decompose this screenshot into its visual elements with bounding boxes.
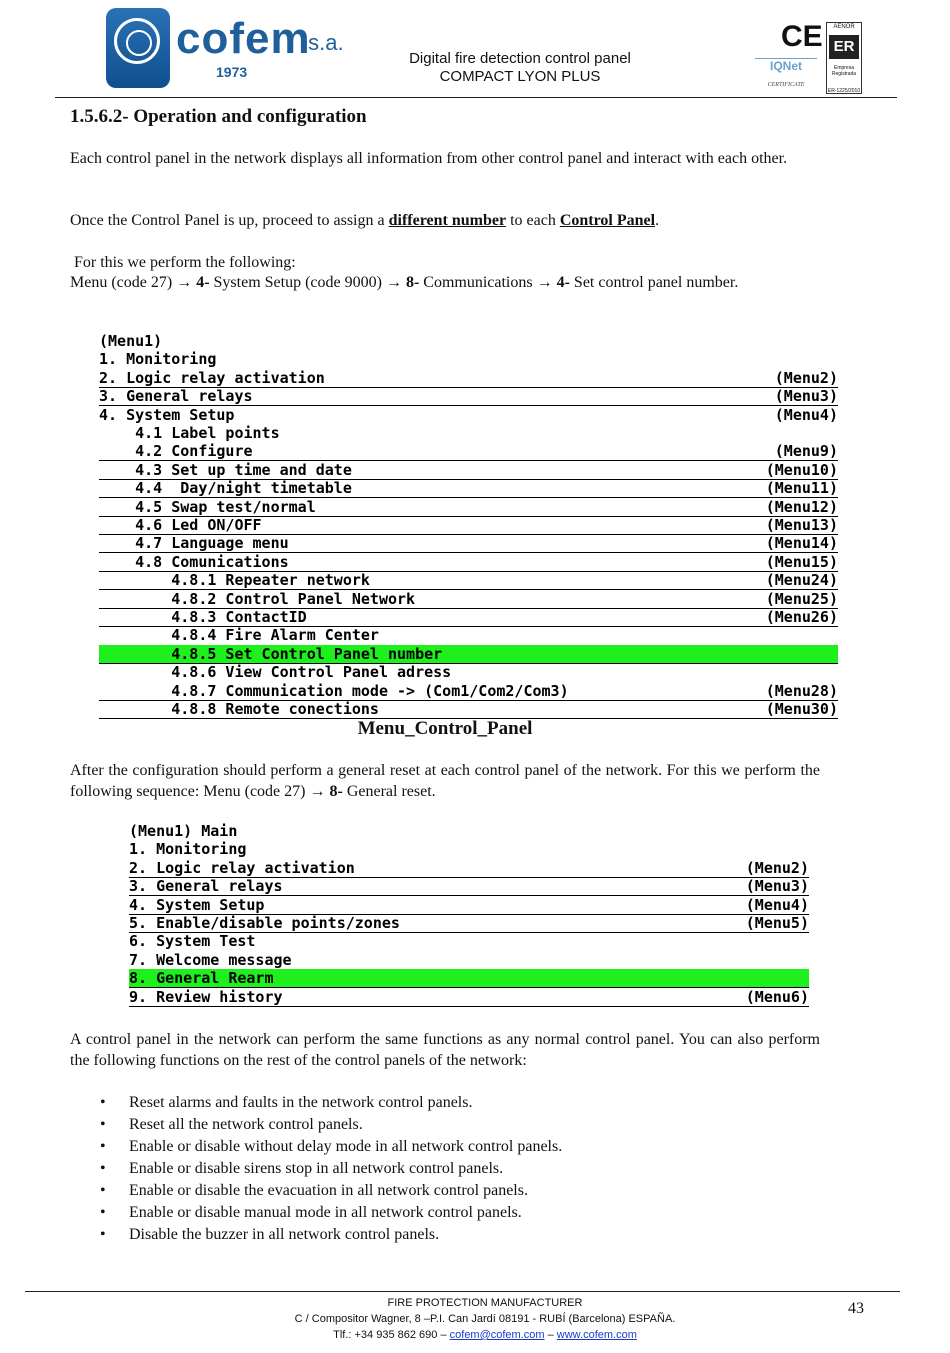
list-item: • Disable the buzzer in all network control panels. [100,1224,562,1246]
menu-item-label: 4.8.2 Control Panel Network [99,589,416,608]
menu-item-target: (Menu9) [774,442,838,461]
list-item: • Enable or disable sirens stop in all network control panels. [100,1158,562,1180]
menu-item[interactable] [99,553,838,572]
list-item: • Enable or disable the evacuation in all network control panels. [100,1180,562,1202]
menu-item-target: (Menu14) [765,534,838,553]
menu-caption: Menu_Control_Panel [357,718,533,739]
menu-item[interactable] [99,534,838,553]
footer-phone: Tlf.: +34 935 862 690 – [333,1329,450,1341]
cofem-logo [106,8,356,90]
menu-item-target: (Menu5) [745,914,809,932]
assign-text-1: Once the Control Panel is up, proceed to assign a [70,212,389,229]
header-title-line2: COMPACT LYON PLUS [439,68,601,85]
ce-mark-icon: CE [781,20,823,53]
footer-contact [200,1329,770,1341]
menu-item-target: (Menu3) [774,387,838,406]
menu-item[interactable] [99,590,838,609]
aenor-subtitle: Empresa Registrada [831,65,857,77]
footer-email-link[interactable]: cofem@cofem.com [449,1329,545,1341]
network-functions-list [100,1092,562,1246]
menu-item-target: (Menu15) [765,552,838,571]
menu-item-label: 4.6 Led ON/OFF [99,516,262,534]
menu-item-label: 4.4 Day/night timetable [99,479,352,498]
menu-item-label: 4.5 Swap test/normal [99,497,316,516]
menu-item[interactable] [129,859,809,878]
menu-item[interactable] [99,700,838,719]
footer-divider [25,1291,900,1292]
menu-item[interactable] [99,479,838,498]
assign-text-3: . [655,212,660,229]
iqnet-caption: CERTIFICATE [767,82,805,88]
aenor-seal [826,22,862,94]
menu-item-target: (Menu11) [765,479,838,498]
header-divider [55,97,897,98]
logo-emblem-icon [114,18,160,64]
path-step-8: 8- [405,274,420,291]
menu-item-target: (Menu25) [765,589,838,608]
menu-item[interactable] [99,369,838,388]
reset-text-2: General reset. [342,783,436,800]
menu-item-target: (Menu10) [765,460,838,479]
menu-item[interactable] [99,663,838,681]
menu-item[interactable] [99,626,838,644]
footer-web-link[interactable]: www.cofem.com [556,1329,637,1341]
menu-item[interactable] [99,682,838,701]
menu-item[interactable] [99,332,838,350]
menu-item[interactable] [129,877,809,896]
menu-item-label: 3. General relays [99,387,253,406]
path-step-4b: 4- [556,274,570,291]
menu-item-label: 2. Logic relay activation [129,858,355,877]
menu-item[interactable] [129,932,809,950]
steps-path [70,272,820,293]
logo-suffix: ,s.a. [302,30,344,55]
menu-item-target: (Menu3) [745,877,809,896]
header-title [380,50,660,86]
menu-item-label: 9. Review history [129,987,283,1006]
logo-word: cofem [176,14,311,63]
menu-item-label: 5. Enable/disable points/zones [129,914,400,932]
menu-item[interactable] [99,387,838,406]
menu-item[interactable] [129,951,809,969]
section-title: 1.5.6.2- Operation and configuration [70,106,367,127]
menu-item-label: 4.8 Comunications [99,552,289,571]
menu-item-label: 4.3 Set up time and date [99,460,352,479]
reset-paragraph [70,760,820,802]
menu-item-target: (Menu13) [765,516,838,534]
menu-item-target: (Menu4) [745,895,809,914]
menu-item-label: (Menu1) Main [129,822,238,840]
aenor-er-mark: ER [829,35,859,59]
steps-intro: For this we perform the following: [70,254,296,271]
menu-item-label: 4.8.4 Fire Alarm Center [99,626,379,645]
path-set-number: Set control panel number. [569,274,739,291]
menu-item[interactable] [129,840,809,858]
menu-item-label: 4.8.1 Repeater network [99,571,370,590]
menu-item-label: 4.8.5 Set Control Panel number [99,644,443,663]
menu-item-target: (Menu12) [765,497,838,516]
menu-item-label: 4. System Setup [129,895,265,914]
menu-item[interactable] [129,988,809,1007]
menu-item-label: 4.1 Label points [99,424,280,442]
reset-step-8: 8- [329,783,343,800]
menu-item-label: 7. Welcome message [129,950,292,969]
menu-item[interactable] [129,914,809,933]
menu-item-label: 4.8.6 View Control Panel adress [99,663,452,682]
menu-item[interactable] [99,442,838,461]
aenor-label: AENOR [833,24,855,30]
list-item: • Reset alarms and faults in the network control panels. [100,1092,562,1114]
menu-item-target: (Menu2) [745,858,809,877]
menu-item-label: 4.7 Language menu [99,534,289,553]
list-item: • Reset all the network control panels. [100,1114,562,1136]
menu-item-label: 8. General Rearm [129,969,274,988]
menu-item-label: 4.8.7 Communication mode -> (Com1/Com2/Com3) [99,681,569,700]
menu-item[interactable] [99,608,838,627]
menu-item-label: 3. General relays [129,877,283,896]
menu-item-label: 4. System Setup [99,405,235,424]
assign-paragraph [70,210,820,231]
menu-item-label: 4.2 Configure [99,442,253,461]
menu-item[interactable] [129,822,809,840]
menu-main-screen [129,822,809,1008]
menu-item-target: (Menu30) [765,700,838,718]
menu-item[interactable] [99,461,838,480]
path-communications: Communications → [419,274,557,291]
path-system-setup: System Setup (code 9000) → [209,274,406,291]
menu-item-target: (Menu4) [774,405,838,424]
logo-badge [106,8,170,88]
assign-text-2: to each [506,212,560,229]
menu-item-label: 1. Monitoring [99,350,217,369]
menu-item[interactable] [99,571,838,590]
page-number: 43 [848,1300,864,1317]
menu-item-label: 4.8.8 Remote conections [99,700,379,718]
menu-item-label: 1. Monitoring [129,840,247,859]
menu-item-target: (Menu26) [765,608,838,626]
footer-separator: – [544,1329,557,1341]
control-panel-emphasis: Control Panel [559,212,656,229]
menu-item-label: 6. System Test [129,932,256,951]
menu-control-panel-screen [99,332,838,720]
reset-text-1: After the configuration should perform a general reset at each control panel of the network. For this we perform the following sequence: Menu (code 27) → [70,762,820,800]
menu-item-target: (Menu24) [765,571,838,590]
menu-item[interactable] [99,516,838,535]
different-number-emphasis: different number [388,212,507,229]
header-title-line1: Digital fire detection control panel [409,50,631,67]
logo-year: 1973 [216,64,248,80]
menu-item-label: 2. Logic relay activation [99,368,325,387]
menu-item-target: (Menu6) [745,987,809,1006]
iqnet-logo: IQNet [755,58,817,73]
menu-item[interactable] [99,498,838,517]
menu-item-label: 4.8.3 ContactID [99,608,307,626]
menu-item[interactable] [99,645,838,664]
list-item: • Enable or disable manual mode in all network control panels. [100,1202,562,1224]
menu-item-target: (Menu2) [774,368,838,387]
list-item: • Enable or disable without delay mode in all network control panels. [100,1136,562,1158]
network-paragraph: A control panel in the network can perform the same functions as any normal control panel. You can also perform the following functions on the rest of the control panels of the network: [70,1031,820,1069]
menu-item[interactable] [129,969,809,988]
menu-item-label: (Menu1) [99,332,163,350]
footer-address: C / Compositor Wagner, 8 –P.I. Can Jardí 08191 - RUBÍ (Barcelona) ESPAÑA. [294,1313,676,1325]
menu-item[interactable] [99,406,838,424]
path-step-4: 4- [196,274,210,291]
menu-item-target: (Menu28) [765,681,838,700]
path-menu: Menu (code 27) → [70,274,197,291]
menu-item[interactable] [129,896,809,915]
intro-paragraph: Each control panel in the network displays all information from other control panel and interact with each other. [70,150,788,167]
footer-line1: FIRE PROTECTION MANUFACTURER [387,1297,583,1309]
aenor-number: ER-1225/2010 [827,88,861,94]
menu-item[interactable] [99,350,838,368]
menu-item[interactable] [99,424,838,442]
